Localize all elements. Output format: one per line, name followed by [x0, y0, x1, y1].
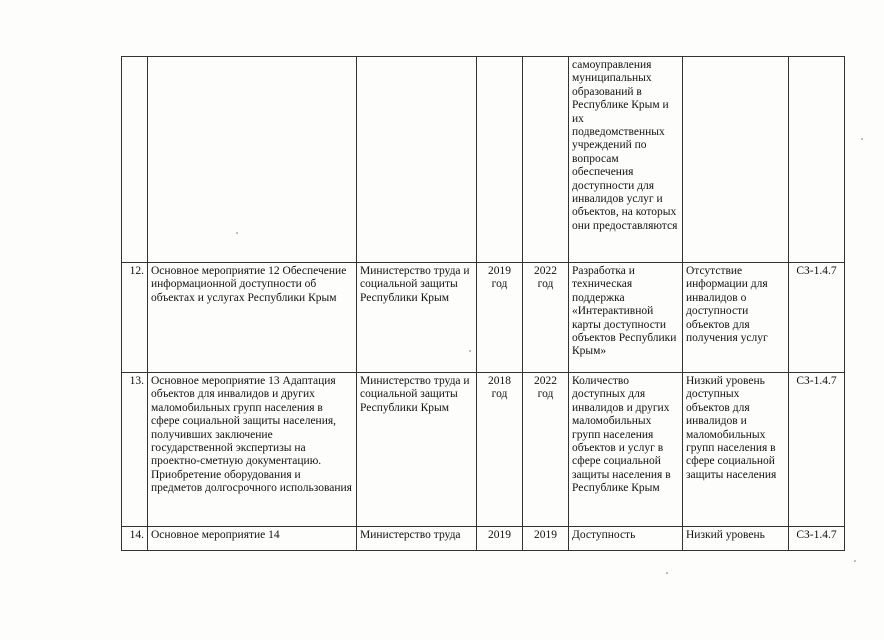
activity-cell [148, 57, 357, 263]
executor-cell: Министерство труда и социальной защиты Республики Крым [357, 373, 477, 527]
row-number: 12. [122, 263, 148, 373]
scan-speck [861, 138, 863, 140]
start-year-cell: 2019 [477, 527, 523, 551]
executor-cell: Министерство труда и социальной защиты Республики Крым [357, 263, 477, 373]
indicator-code-cell: СЗ-1.4.7 [789, 373, 845, 527]
scan-speck [854, 560, 856, 562]
scan-speck [666, 572, 668, 574]
start-year-cell: 2018 год [477, 373, 523, 527]
start-year-cell: 2019 год [477, 263, 523, 373]
executor-cell: Министерство труда [357, 527, 477, 551]
activity-cell: Основное мероприятие 12 Обеспечение информационной доступности об объектах и услугах Республики Крым [148, 263, 357, 373]
indicator-code-cell [789, 57, 845, 263]
indicator-code-cell: СЗ-1.4.7 [789, 527, 845, 551]
table-row-12 [122, 263, 845, 373]
scan-speck [469, 350, 471, 352]
scan-speck [236, 232, 238, 234]
consequence-cell [683, 57, 789, 263]
table-row-14 [122, 527, 845, 551]
row-number: 13. [122, 373, 148, 527]
activity-cell: Основное мероприятие 14 [148, 527, 357, 551]
result-cell: Разработка и техническая поддержка «Интерактивной карты доступности объектов Республики Крым» [569, 263, 683, 373]
consequence-cell: Отсутствие информации для инвалидов о доступности объектов для получения услуг [683, 263, 789, 373]
table-row-continuation [122, 57, 845, 263]
executor-cell [357, 57, 477, 263]
start-year-cell [477, 57, 523, 263]
end-year-cell: 2019 [523, 527, 569, 551]
end-year-cell: 2022 год [523, 373, 569, 527]
row-number: 14. [122, 527, 148, 551]
table-row-13 [122, 373, 845, 527]
result-cell: самоуправления муниципальных образований в Республике Крым и их подведомственных учреждений по вопросам обеспечения доступности для инвалидов услуг и объектов, на которых они предоставляются [569, 57, 683, 263]
consequence-cell: Низкий уровень [683, 527, 789, 551]
program-activities-table [121, 56, 845, 551]
indicator-code-cell: СЗ-1.4.7 [789, 263, 845, 373]
end-year-cell: 2022 год [523, 263, 569, 373]
result-cell: Количество доступных для инвалидов и других маломобильных групп населения объектов и услуг в сфере социальной защиты населения в Республике Крым [569, 373, 683, 527]
end-year-cell [523, 57, 569, 263]
row-number [122, 57, 148, 263]
activity-cell: Основное мероприятие 13 Адаптация объектов для инвалидов и других маломобильных групп населения в сфере социальной защиты населения, получивших заключение государственной экспертизы на проектно-сметную документацию. Приобретение оборудования и предметов долгосрочного использования [148, 373, 357, 527]
result-cell: Доступность [569, 527, 683, 551]
consequence-cell: Низкий уровень доступных объектов для инвалидов и маломобильных групп населения в сфере социальной защиты населения [683, 373, 789, 527]
